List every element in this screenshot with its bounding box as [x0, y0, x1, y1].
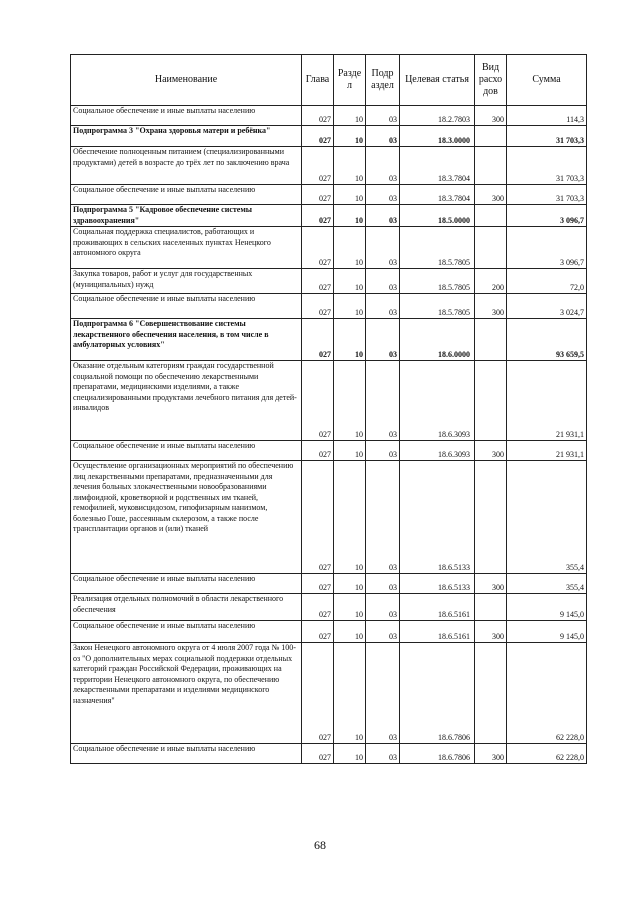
row-sum: 93 659,5 [507, 319, 587, 361]
row-name: Социальное обеспечение и иные выплаты населению [71, 621, 302, 643]
table-row [71, 461, 587, 574]
table-header-row [71, 55, 587, 106]
page-number: 68 [314, 838, 326, 852]
header-vid: Вид расхо дов [475, 55, 507, 106]
row-glava: 027 [302, 147, 334, 185]
row-podrazdel: 03 [366, 621, 400, 643]
row-name: Закон Ненецкого автономного округа от 4 июля 2007 года № 100-оз "О дополнительных мерах социальной поддержки отдельных категорий граждан Российской Федерации, проживающих на территории Ненецкого автономного округа, по обеспечению лекарственными препаратами и изделиями медицинского назначения" [71, 643, 302, 744]
row-name: Социальное обеспечение и иные выплаты населению [71, 441, 302, 461]
row-vid: 200 [475, 269, 507, 294]
row-podrazdel: 03 [366, 441, 400, 461]
row-vid [475, 594, 507, 621]
row-article: 18.3.7804 [400, 147, 475, 185]
table-row [71, 106, 587, 126]
row-glava: 027 [302, 185, 334, 205]
row-podrazdel: 03 [366, 319, 400, 361]
row-name: Осуществление организационных мероприятий по обеспечению лиц лекарственными препаратами, предназначенными для лечения больных злокачественными новообразованиями лимфоидной, кроветворной и родственных им тканей, гемофилией, муковисцидозом, гипофизарным нанизмом, болезнью Гоше, рассеянным склерозом, а также после трансплантации органов и (или) тканей [71, 461, 302, 574]
row-sum: 31 703,3 [507, 185, 587, 205]
row-article: 18.3.0000 [400, 126, 475, 147]
row-razdel: 10 [334, 461, 366, 574]
row-name: Социальное обеспечение и иные выплаты населению [71, 185, 302, 205]
row-vid: 300 [475, 185, 507, 205]
table-row [71, 594, 587, 621]
row-article: 18.6.0000 [400, 319, 475, 361]
row-article: 18.6.3093 [400, 441, 475, 461]
header-razdel: Разде л [334, 55, 366, 106]
row-sum: 355,4 [507, 461, 587, 574]
row-podrazdel: 03 [366, 126, 400, 147]
table-row [71, 643, 587, 744]
row-vid: 300 [475, 621, 507, 643]
row-glava: 027 [302, 319, 334, 361]
row-name: Реализация отдельных полномочий в области лекарственного обеспечения [71, 594, 302, 621]
row-sum: 9 145,0 [507, 621, 587, 643]
table-row [71, 227, 587, 269]
row-article: 18.5.0000 [400, 205, 475, 227]
row-glava: 027 [302, 106, 334, 126]
budget-table [70, 54, 587, 764]
row-name: Закупка товаров, работ и услуг для государственных (муниципальных) нужд [71, 269, 302, 294]
row-name: Социальное обеспечение и иные выплаты населению [71, 744, 302, 764]
row-podrazdel: 03 [366, 294, 400, 319]
table-row [71, 361, 587, 441]
row-podrazdel: 03 [366, 574, 400, 594]
header-article: Целевая статья [400, 55, 475, 106]
table-row [71, 744, 587, 764]
row-sum: 72,0 [507, 269, 587, 294]
row-razdel: 10 [334, 643, 366, 744]
row-razdel: 10 [334, 185, 366, 205]
row-podrazdel: 03 [366, 461, 400, 574]
row-name: Социальное обеспечение и иные выплаты населению [71, 574, 302, 594]
table-row [71, 185, 587, 205]
row-vid: 300 [475, 106, 507, 126]
row-razdel: 10 [334, 319, 366, 361]
row-razdel: 10 [334, 205, 366, 227]
row-sum: 62 228,0 [507, 744, 587, 764]
row-article: 18.6.5133 [400, 574, 475, 594]
row-sum: 62 228,0 [507, 643, 587, 744]
row-article: 18.5.7805 [400, 294, 475, 319]
row-sum: 21 931,1 [507, 361, 587, 441]
row-podrazdel: 03 [366, 227, 400, 269]
row-vid [475, 205, 507, 227]
row-sum: 31 703,3 [507, 126, 587, 147]
table-row [71, 269, 587, 294]
row-razdel: 10 [334, 147, 366, 185]
row-article: 18.5.7805 [400, 227, 475, 269]
row-vid [475, 643, 507, 744]
row-sum: 3 096,7 [507, 227, 587, 269]
row-article: 18.6.5161 [400, 621, 475, 643]
row-podrazdel: 03 [366, 147, 400, 185]
row-article: 18.3.7804 [400, 185, 475, 205]
row-sum: 21 931,1 [507, 441, 587, 461]
row-glava: 027 [302, 205, 334, 227]
row-razdel: 10 [334, 621, 366, 643]
row-vid [475, 227, 507, 269]
row-glava: 027 [302, 269, 334, 294]
row-vid [475, 461, 507, 574]
table-row [71, 574, 587, 594]
row-razdel: 10 [334, 574, 366, 594]
row-vid: 300 [475, 294, 507, 319]
row-sum: 355,4 [507, 574, 587, 594]
row-razdel: 10 [334, 269, 366, 294]
row-sum: 3 024,7 [507, 294, 587, 319]
row-article: 18.6.5161 [400, 594, 475, 621]
row-name: Социальное обеспечение и иные выплаты населению [71, 294, 302, 319]
table-row [71, 205, 587, 227]
row-vid [475, 319, 507, 361]
row-glava: 027 [302, 294, 334, 319]
row-glava: 027 [302, 441, 334, 461]
row-razdel: 10 [334, 594, 366, 621]
row-glava: 027 [302, 361, 334, 441]
row-podrazdel: 03 [366, 269, 400, 294]
row-razdel: 10 [334, 106, 366, 126]
row-name: Подпрограмма 3 "Охрана здоровья матери и ребёнка" [71, 126, 302, 147]
row-name: Обеспечение полноценным питанием (специализированными продуктами) детей в возрасте до трёх лет по заключению врача [71, 147, 302, 185]
row-razdel: 10 [334, 361, 366, 441]
table-row [71, 621, 587, 643]
header-name: Наименование [71, 55, 302, 106]
row-vid [475, 361, 507, 441]
row-sum: 114,3 [507, 106, 587, 126]
row-glava: 027 [302, 574, 334, 594]
table-row [71, 294, 587, 319]
table-row [71, 147, 587, 185]
row-sum: 3 096,7 [507, 205, 587, 227]
row-podrazdel: 03 [366, 361, 400, 441]
row-glava: 027 [302, 744, 334, 764]
row-glava: 027 [302, 621, 334, 643]
row-vid [475, 147, 507, 185]
header-glava: Глава [302, 55, 334, 106]
row-article: 18.6.7806 [400, 744, 475, 764]
row-razdel: 10 [334, 294, 366, 319]
row-podrazdel: 03 [366, 185, 400, 205]
table-body [71, 106, 587, 764]
row-razdel: 10 [334, 227, 366, 269]
header-podrazdel: Подр аздел [366, 55, 400, 106]
row-article: 18.6.7806 [400, 643, 475, 744]
row-article: 18.6.5133 [400, 461, 475, 574]
row-name: Социальная поддержка специалистов, работающих и проживающих в сельских населенных пунктах Ненецкого автономного округа [71, 227, 302, 269]
row-vid: 300 [475, 441, 507, 461]
row-sum: 31 703,3 [507, 147, 587, 185]
row-podrazdel: 03 [366, 643, 400, 744]
header-sum: Сумма [507, 55, 587, 106]
table-row [71, 441, 587, 461]
table-row [71, 126, 587, 147]
row-name: Подпрограмма 6 "Совершенствование системы лекарственного обеспечения населения, в том числе в амбулаторных условиях" [71, 319, 302, 361]
row-glava: 027 [302, 594, 334, 621]
row-razdel: 10 [334, 126, 366, 147]
row-sum: 9 145,0 [507, 594, 587, 621]
row-name: Подпрограмма 5 "Кадровое обеспечение системы здравоохранения" [71, 205, 302, 227]
row-podrazdel: 03 [366, 594, 400, 621]
row-vid [475, 126, 507, 147]
row-glava: 027 [302, 126, 334, 147]
table-row [71, 319, 587, 361]
row-article: 18.2.7803 [400, 106, 475, 126]
row-podrazdel: 03 [366, 106, 400, 126]
row-name: Социальное обеспечение и иные выплаты населению [71, 106, 302, 126]
row-name: Оказание отдельным категориям граждан государственной социальной помощи по обеспечению лекарственными препаратами, медицинскими изделиями, а также специализированными продуктами лечебного питания для детей-инвалидов [71, 361, 302, 441]
row-razdel: 10 [334, 744, 366, 764]
row-glava: 027 [302, 461, 334, 574]
row-podrazdel: 03 [366, 744, 400, 764]
row-article: 18.5.7805 [400, 269, 475, 294]
row-vid: 300 [475, 574, 507, 594]
row-podrazdel: 03 [366, 205, 400, 227]
row-glava: 027 [302, 227, 334, 269]
row-vid: 300 [475, 744, 507, 764]
row-article: 18.6.3093 [400, 361, 475, 441]
row-razdel: 10 [334, 441, 366, 461]
row-glava: 027 [302, 643, 334, 744]
